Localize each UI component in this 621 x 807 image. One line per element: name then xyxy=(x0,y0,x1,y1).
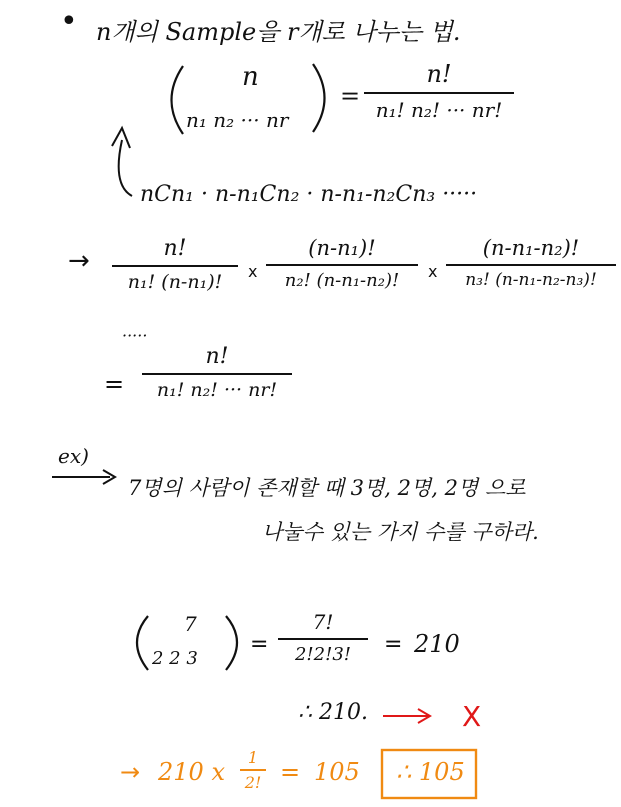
solution-value: 210 xyxy=(414,630,460,658)
solution-binom-top: 7 xyxy=(184,612,197,636)
times-sign-1: x xyxy=(248,262,258,281)
example-problem-line-1: 7명의 사람이 존재할 때 3명, 2명, 2명 으로 xyxy=(128,476,526,500)
result-numerator: n! xyxy=(205,344,229,369)
times-sign-2: x xyxy=(428,262,438,281)
correction-value: 105 xyxy=(314,758,360,786)
combination-product: nCn₁ · n-n₁Cn₂ · n-n₁-n₂Cn₃ ····· xyxy=(140,182,478,207)
example-label: ex) xyxy=(58,444,89,468)
right-paren xyxy=(313,64,325,132)
fraction-bar xyxy=(240,769,266,771)
expansion-arrow: → xyxy=(68,246,90,276)
bullet: • xyxy=(60,4,78,39)
example-problem-line-2: 나눌수 있는 가지 수를 구하라. xyxy=(262,520,539,544)
boxed-answer: ∴ 105 xyxy=(396,758,465,786)
continuation-dots: ····· xyxy=(122,326,148,345)
fraction-2-denominator: n₂! (n-n₁-n₂)! xyxy=(284,269,400,291)
fraction-bar xyxy=(142,373,292,375)
fraction-bar xyxy=(278,638,368,640)
therefore-210: ∴ 210. xyxy=(298,700,368,725)
fraction-bar xyxy=(266,264,418,266)
binom-top: n xyxy=(242,62,259,92)
correction-arrow: → xyxy=(120,758,141,786)
binom-equals: = xyxy=(340,82,361,110)
solution-numerator: 7! xyxy=(312,610,334,634)
multinomial-numerator: n! xyxy=(426,60,452,88)
result-equals: = xyxy=(104,370,125,398)
expansion-fraction-3 xyxy=(446,236,616,290)
multinomial-denominator: n₁! n₂! ··· nr! xyxy=(375,97,503,122)
multinomial-fraction xyxy=(364,60,514,122)
solution-binom-bottom: 2 2 3 xyxy=(152,648,198,669)
correction-numerator: 1 xyxy=(247,748,259,767)
solution-denominator: 2!2!3! xyxy=(294,643,352,665)
left-paren xyxy=(172,66,184,134)
correction-denominator: 2! xyxy=(244,772,262,792)
page-title: n개의 Sample을 r개로 나누는 법. xyxy=(96,18,461,46)
binom-bottom: n₁ n₂ ··· nr xyxy=(186,108,289,132)
fraction-1-denominator: n₁! (n-n₁)! xyxy=(127,270,223,293)
curved-arrow xyxy=(119,140,132,196)
wrong-mark: X xyxy=(462,700,482,733)
sol-left-paren xyxy=(137,616,148,670)
expansion-fraction-1 xyxy=(112,236,238,293)
fraction-bar xyxy=(446,264,616,266)
correction-expression: 210 x xyxy=(158,758,225,786)
result-denominator: n₁! n₂! ··· nr! xyxy=(156,378,278,401)
result-fraction xyxy=(142,344,292,401)
expansion-fraction-2 xyxy=(266,236,418,291)
fraction-bar xyxy=(364,92,514,94)
fraction-1-numerator: n! xyxy=(163,236,187,261)
solution-fraction xyxy=(278,610,368,665)
fraction-3-denominator: n₃! (n-n₁-n₂-n₃)! xyxy=(465,269,597,290)
correction-fraction xyxy=(240,748,266,792)
fraction-3-numerator: (n-n₁-n₂)! xyxy=(482,236,580,260)
sol-right-paren xyxy=(226,616,237,670)
correction-equals: = xyxy=(280,758,301,786)
fraction-bar xyxy=(112,265,238,267)
solution-equals-2: = xyxy=(384,632,403,657)
fraction-2-numerator: (n-n₁)! xyxy=(308,236,376,260)
solution-equals-1: = xyxy=(250,632,269,657)
